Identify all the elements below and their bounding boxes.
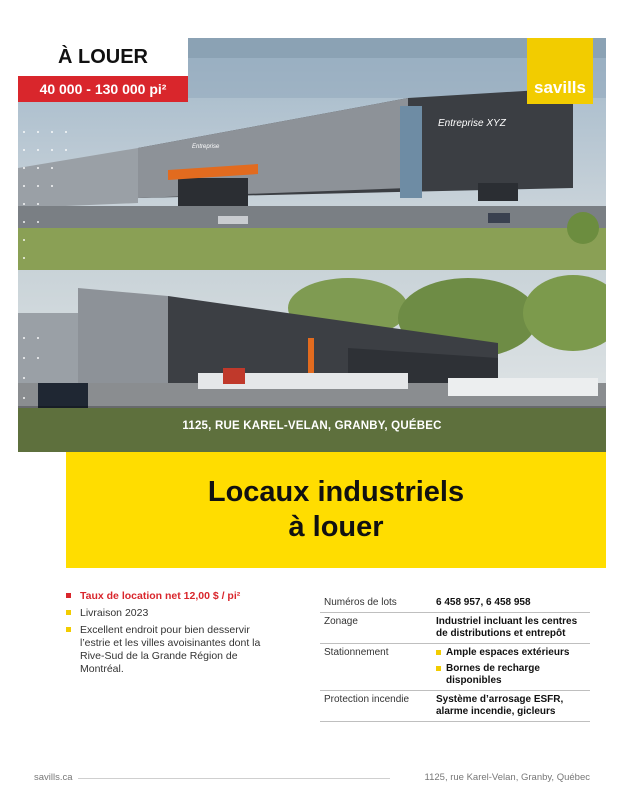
- area-range-badge: 40 000 - 130 000 pi²: [18, 76, 188, 102]
- square-bullet-icon: [436, 666, 441, 671]
- details-row-parking: [320, 644, 590, 691]
- square-bullet-icon: [66, 627, 71, 632]
- footer-address: 1125, rue Karel-Velan, Granby, Québec: [424, 772, 590, 783]
- square-bullet-icon: [66, 610, 71, 615]
- row-value: 6 458 957, 6 458 958: [436, 597, 531, 608]
- details-row-zoning: [320, 613, 590, 644]
- parking-item-text: Bornes de recharge disponibles: [446, 663, 540, 686]
- listing-title-box: [66, 452, 606, 568]
- for-lease-badge: À LOUER: [18, 38, 188, 76]
- highlights-list: [66, 590, 281, 680]
- details-row-lots: [320, 594, 590, 613]
- row-value: [436, 647, 590, 687]
- property-details-table: [320, 594, 590, 722]
- square-bullet-icon: [66, 593, 71, 598]
- parking-item: [436, 647, 590, 659]
- building-sign-lower: Entreprise: [192, 144, 220, 150]
- row-value: Industriel incluant les centres de distributions et entrepôt: [436, 616, 578, 639]
- savills-logo: savills: [527, 38, 593, 104]
- parking-item-text: Ample espaces extérieurs: [446, 647, 570, 658]
- row-label: Numéros de lots: [324, 597, 397, 608]
- row-label: Stationnement: [324, 647, 389, 658]
- title-line-2: à louer: [288, 511, 384, 543]
- highlight-text: Livraison 2023: [80, 607, 149, 619]
- square-bullet-icon: [436, 650, 441, 655]
- highlight-location: [66, 624, 281, 676]
- highlight-rent-rate: [66, 590, 281, 603]
- highlight-text: Excellent endroit pour bien desservir l’estrie et les villes avoisinantes dont la Rive-Sud de la Grande Région de Montréal.: [80, 624, 261, 675]
- row-label: Zonage: [324, 616, 358, 627]
- highlight-text: Taux de location net 12,00 $ / pi²: [80, 590, 241, 602]
- footer-website: savills.ca: [34, 772, 73, 783]
- property-address-caption: 1125, RUE KAREL-VELAN, GRANBY, QUÉBEC: [182, 420, 442, 432]
- details-row-fire-protection: [320, 691, 590, 722]
- parking-item: [436, 663, 590, 687]
- row-label: Protection incendie: [324, 694, 410, 705]
- building-sign-upper: Entreprise XYZ: [438, 118, 506, 129]
- title-line-1: Locaux industriels: [207, 476, 465, 508]
- row-value: Système d’arrosage ESFR, alarme incendie, gicleurs: [436, 694, 564, 717]
- footer-divider: [78, 778, 390, 779]
- highlight-delivery: [66, 607, 281, 620]
